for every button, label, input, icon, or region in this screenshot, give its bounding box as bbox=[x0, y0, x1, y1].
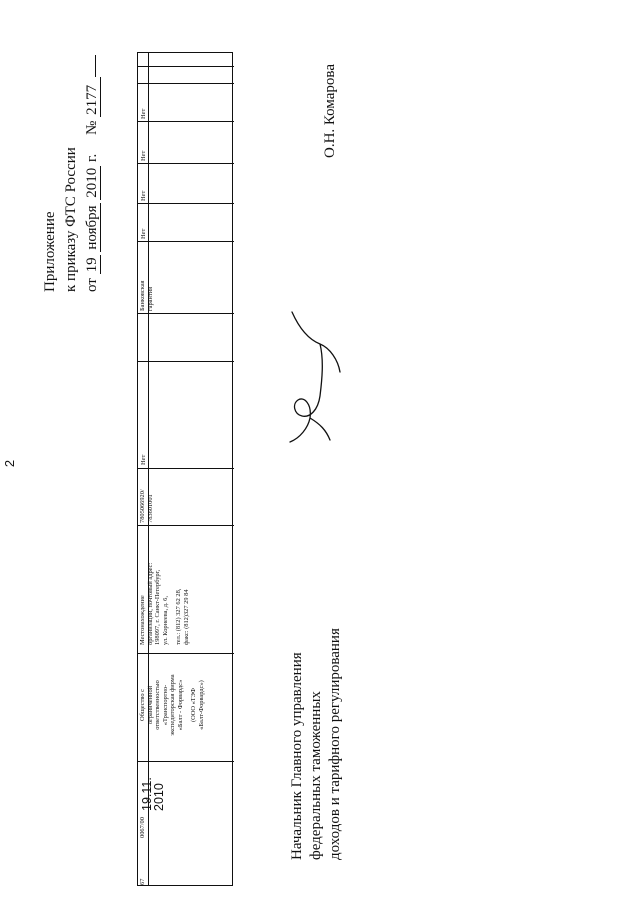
table-col-divider bbox=[138, 121, 234, 122]
address-line: Местонахождение bbox=[139, 595, 146, 645]
org-line: Общество с bbox=[139, 688, 146, 722]
org-line: «Транспортно- bbox=[161, 684, 169, 726]
registration-date bbox=[141, 777, 165, 811]
row-number: 67 bbox=[139, 878, 146, 885]
guarantee-line: гарантия bbox=[146, 286, 154, 311]
address-line: тел.: (812) 327 62 28, bbox=[175, 588, 182, 645]
col-no-1: Нет bbox=[140, 228, 147, 239]
table-col-divider bbox=[138, 761, 234, 762]
org-line: ограниченной bbox=[146, 685, 154, 725]
table-col-divider bbox=[138, 66, 234, 67]
address-line: ул. Корнеева, д. 6, bbox=[161, 596, 169, 645]
table-col-divider bbox=[138, 203, 234, 204]
chief-title bbox=[288, 628, 345, 860]
from-prefix: от bbox=[84, 278, 100, 292]
inn-kpp bbox=[139, 489, 154, 523]
date-line1: 19.11. bbox=[140, 777, 154, 811]
date-line2: 2010 bbox=[152, 783, 166, 811]
chief-line: Начальник Главного управления bbox=[289, 652, 305, 860]
address-line: 198097, г. Санкт-Петербург, bbox=[154, 569, 161, 645]
table-col-divider bbox=[138, 653, 234, 654]
table-col-divider bbox=[138, 361, 234, 362]
order-day: 19 bbox=[84, 257, 100, 273]
col-no-3: Нет bbox=[140, 150, 147, 161]
address-line: факс: (812)327 29 84 bbox=[182, 589, 190, 645]
org-line: «Балт - Форвардс» bbox=[176, 679, 184, 731]
year-suffix: г. bbox=[84, 153, 100, 162]
table-col-divider bbox=[138, 313, 234, 314]
org-line: ответственностью bbox=[154, 680, 161, 730]
org-line: «Балт-Форвардс») bbox=[197, 680, 205, 730]
col-no-4: Нет bbox=[140, 108, 147, 119]
org-line: (ООО «ТЭФ bbox=[190, 688, 197, 722]
inn-line: 7805066920/ bbox=[139, 489, 146, 523]
appendix-title: Приложение bbox=[42, 211, 58, 292]
organization-address bbox=[139, 563, 190, 645]
reg-number: 0067/00 bbox=[139, 817, 146, 838]
chief-line: доходов и тарифного регулирования bbox=[327, 628, 343, 860]
number-prefix: № bbox=[84, 120, 100, 135]
org-line: экспедиторская фирма bbox=[169, 674, 176, 736]
order-year: 2010 bbox=[84, 167, 100, 198]
inn-line: 783601001 bbox=[146, 494, 154, 523]
table-col-divider bbox=[138, 468, 234, 469]
appendix-header bbox=[40, 55, 103, 292]
appendix-order-ref: к приказу ФТС России bbox=[63, 147, 79, 292]
table-col-divider bbox=[138, 241, 234, 242]
order-month: ноября bbox=[84, 205, 100, 250]
signature bbox=[280, 300, 350, 450]
appendix-date-line bbox=[82, 55, 103, 292]
branches-value: Нет bbox=[140, 454, 147, 465]
guarantee-type bbox=[139, 280, 154, 311]
table-col-divider bbox=[138, 525, 234, 526]
signer-name: О.Н. Комарова bbox=[322, 64, 338, 158]
guarantee-line: Банковская bbox=[139, 280, 146, 311]
registry-table bbox=[137, 52, 233, 886]
address-line: организации, почтовый адрес: bbox=[146, 562, 154, 645]
number-underline bbox=[95, 55, 96, 77]
col-no-2: Нет bbox=[140, 190, 147, 201]
order-number: 2177 bbox=[85, 77, 101, 117]
organization-name bbox=[139, 655, 205, 755]
chief-line: федеральных таможенных bbox=[308, 691, 324, 860]
page-number: 2 bbox=[2, 459, 18, 468]
table-col-divider bbox=[138, 83, 234, 84]
table-col-divider bbox=[138, 163, 234, 164]
